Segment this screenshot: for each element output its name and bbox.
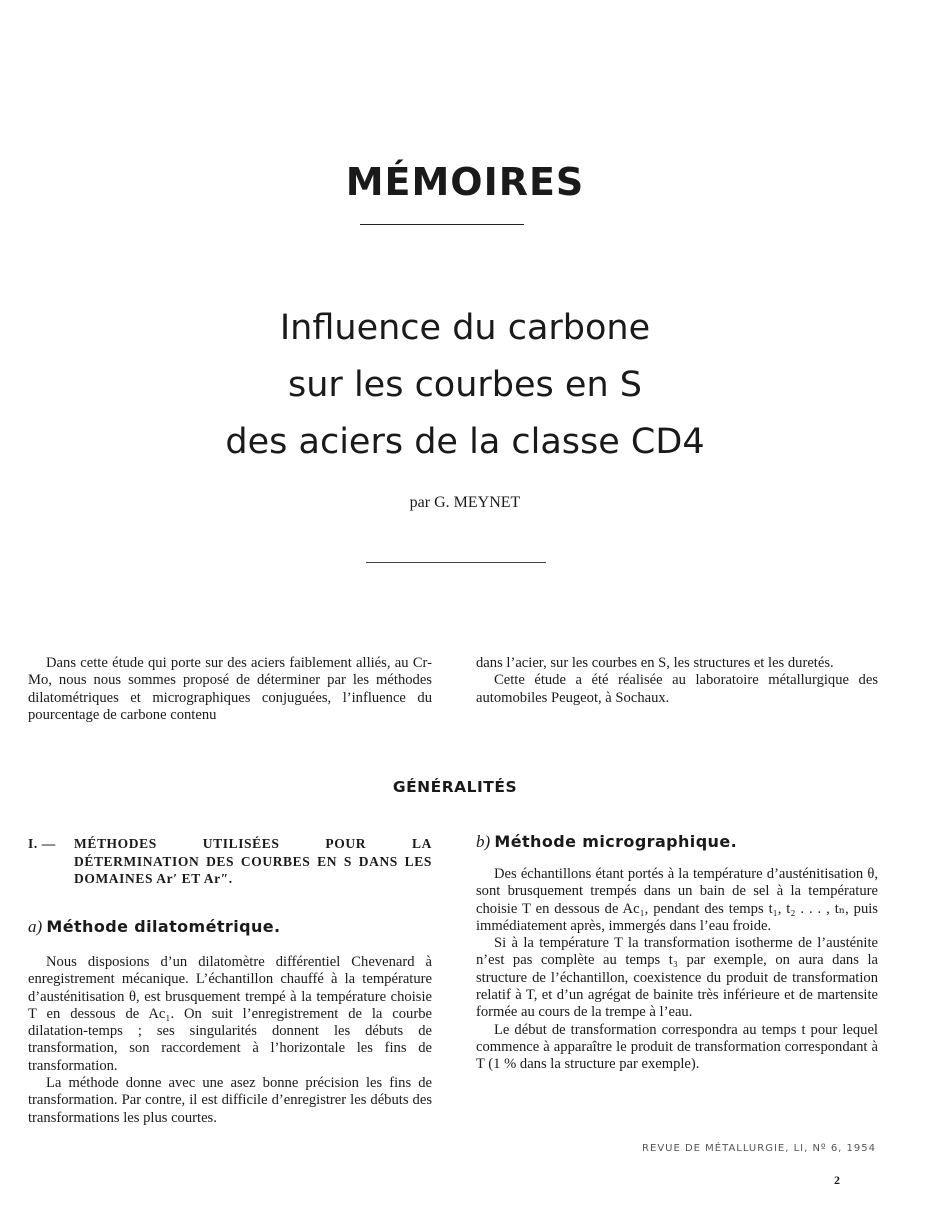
abstract-paragraph-1: Dans cette étude qui porte sur des aciers faiblement alliés, au Cr-Mo, nous nous sommes proposé de déterminer par les méthodes dilatométriques et micrographiques conjuguées, l’influence du pourcentage de carbone contenu	[28, 655, 432, 723]
title-line-3: des aciers de la classe CD4	[225, 422, 705, 462]
section-i-heading	[28, 835, 432, 888]
subsection-a-label: Méthode dilatométrique.	[46, 917, 281, 936]
subsection-b-heading	[476, 832, 737, 852]
section-title: MÉMOIRES	[345, 160, 585, 204]
subsection-a-heading	[28, 917, 280, 937]
dilatometric-paragraph-1: Nous disposions d’un dilatomètre différentiel Chevenard à enregistrement mécanique. L’échantillon chauffé à la température d’austénitisation θ, est brusquement trempé à la température choisie T en dessous de Ac₁. On suit l’enregistrement de la courbe dilatation-temps ; ses singularités donnent les débuts de transformation, son raccordement à l’horizontale les fins de transformation.	[28, 954, 432, 1074]
subsection-b-label: Méthode micrographique.	[494, 832, 738, 851]
journal-reference: REVUE DE MÉTALLURGIE, LI, Nº 6, 1954	[642, 1143, 876, 1154]
micrographic-paragraph-2: Si à la température T la transformation isotherme de l’austénite n’est pas complète au temps t₃ par exemple, on aura dans la structure de l’échantillon, coexistence du produit de transformation relatif à T, et d’un agrégat de bainite très inférieure et de martensite formée au cours de la trempe à l’eau.	[476, 935, 878, 1021]
abstract-paragraph-3: Cette étude a été réalisée au laboratoire métallurgique des automobiles Peugeot, à Sochaux.	[476, 672, 878, 706]
abstract-right-column	[476, 655, 878, 707]
page-number: 2	[834, 1173, 840, 1187]
abstract-paragraph-2: dans l’acier, sur les courbes en S, les structures et les duretés.	[476, 655, 834, 671]
author-byline: par G. MEYNET	[409, 494, 521, 511]
section-i-title: MÉTHODES UTILISÉES POUR LA DÉTERMINATION DES COURBES EN S DANS LES DOMAINES Ar′ ET Ar″.	[74, 836, 432, 886]
article-title	[0, 300, 930, 471]
micrographic-paragraph-3: Le début de transformation correspondra au temps t pour lequel commence à apparaître le produit de transformation correspondant à T (1 % dans la structure par exemple).	[476, 1021, 878, 1073]
title-line-1: Influence du carbone	[279, 308, 651, 348]
micrographic-method-text	[476, 866, 878, 1074]
subsection-a-letter: a)	[28, 917, 43, 936]
micrographic-paragraph-1: Des échantillons étant portés à la température d’austénitisation θ, sont brusquement trempés dans un bain de sel à la température choisie T en dessous de Ac₁, pendant des temps t₁, t₂ . . . , tₙ, puis immédiatement après, immergés dans l’eau froide.	[476, 866, 878, 934]
generalites-heading: GÉNÉRALITÉS	[392, 778, 518, 796]
abstract-left-column	[28, 655, 432, 724]
dilatometric-method-text	[28, 954, 432, 1127]
title-line-2: sur les courbes en S	[288, 365, 642, 405]
dilatometric-paragraph-2: La méthode donne avec une asez bonne précision les fins de transformation. Par contre, il est difficile d’enregistrer les débuts des transformations les plus courtes.	[28, 1075, 432, 1126]
subsection-b-letter: b)	[476, 832, 491, 851]
author-divider	[366, 562, 546, 563]
section-i-number: I. —	[28, 836, 56, 851]
title-divider	[360, 224, 524, 225]
